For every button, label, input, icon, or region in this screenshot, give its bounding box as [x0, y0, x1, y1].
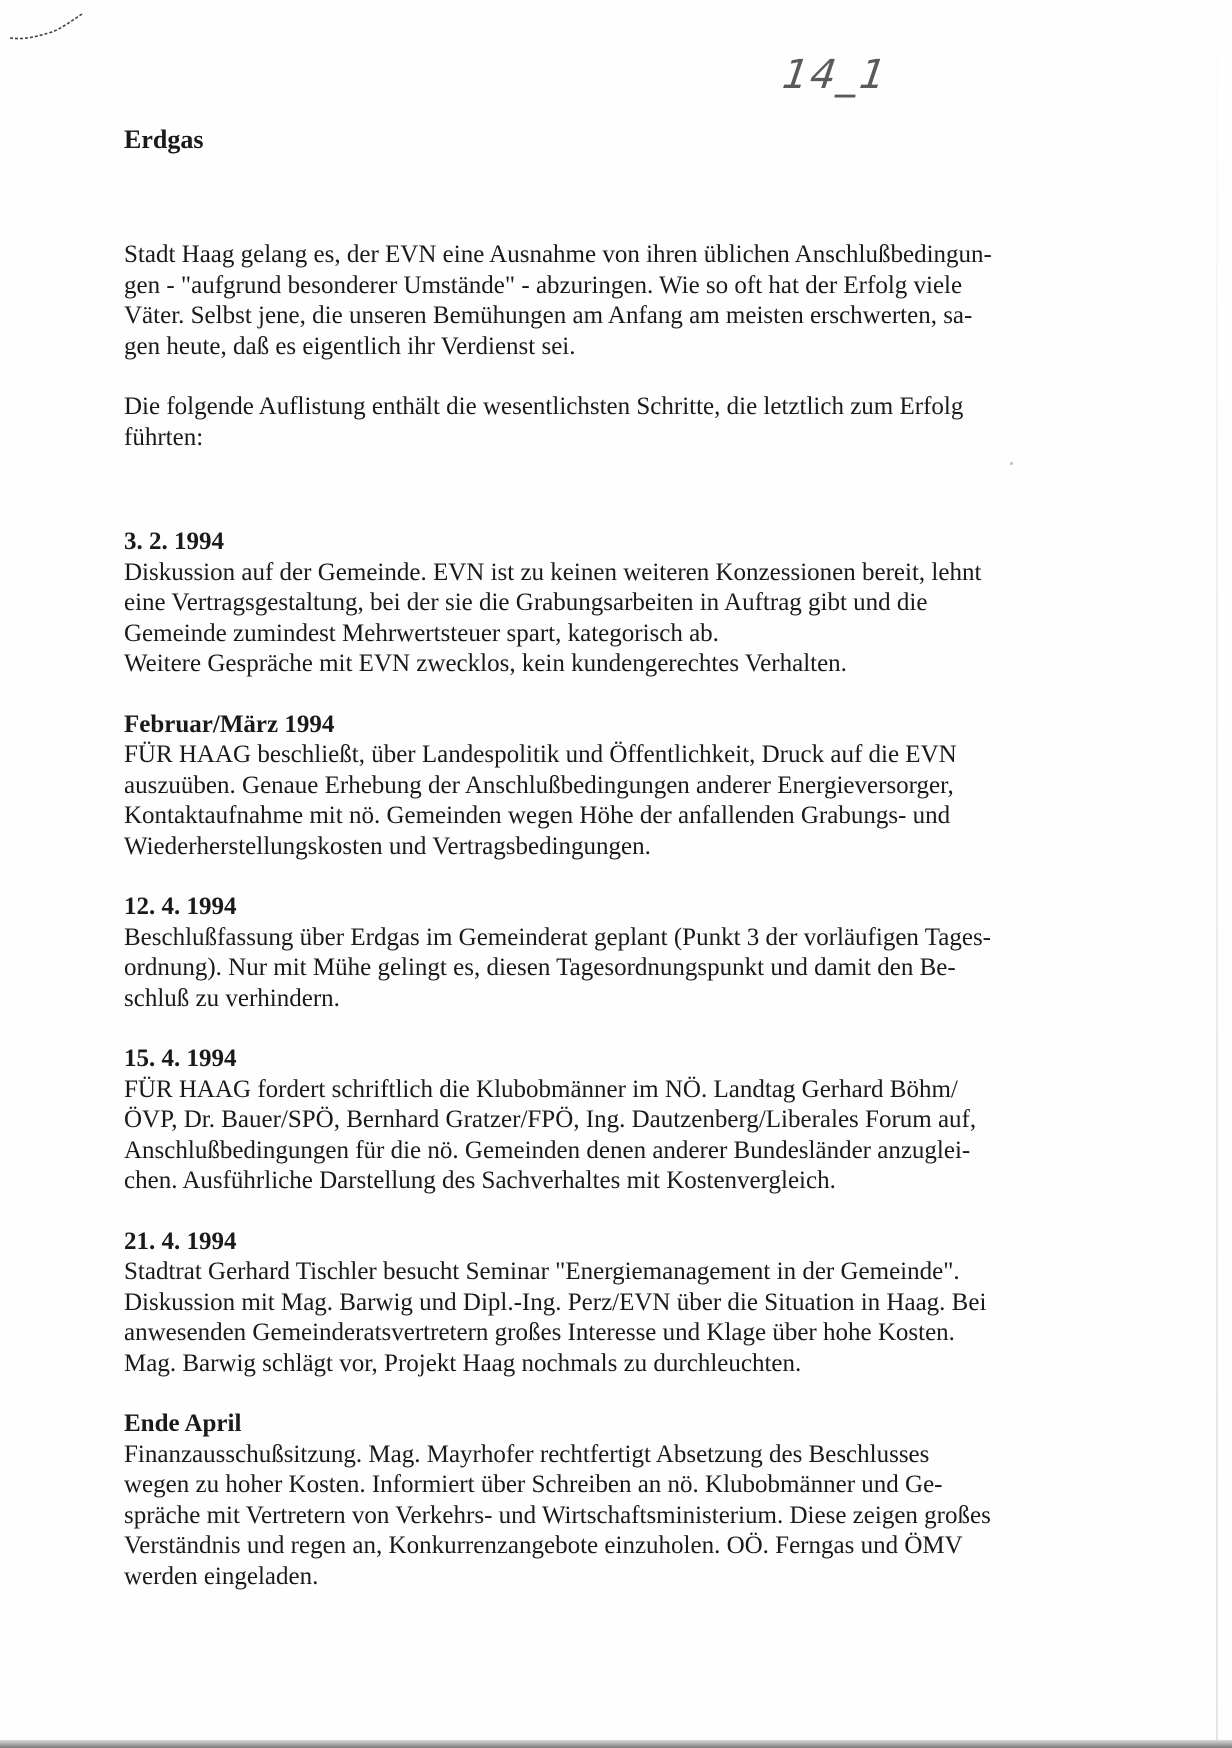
text-line: eine Vertragsgestaltung, bei der sie die Grabungsarbeiten in Auftrag gibt und die — [124, 589, 928, 616]
document-title: Erdgas — [124, 125, 204, 154]
text-line: auszuüben. Genaue Erhebung der Anschlußbedingungen anderer Energieversorger, — [124, 771, 954, 799]
timeline-entry — [124, 527, 1064, 680]
text-line: Die folgende Auflistung enthält die wesentlichsten Schritte, die letztlich zum Erfolg — [124, 393, 964, 420]
timeline-entry — [124, 1409, 1064, 1592]
entry-date: 12. 4. 1994 — [124, 893, 237, 920]
intro-paragraph-2 — [124, 392, 1064, 453]
text-line: Gemeinde zumindest Mehrwertsteuer spart, kategorisch ab. — [124, 619, 719, 647]
entry-date: 21. 4. 1994 — [124, 1227, 237, 1255]
document-body — [124, 240, 1064, 1592]
intro-paragraph-1 — [124, 240, 1064, 362]
corner-pen-mark — [8, 6, 88, 46]
text-line: ÖVP, Dr. Bauer/SPÖ, Bernhard Gratzer/FPÖ, Ing. Dautzenberg/Liberales Forum auf, — [124, 1106, 977, 1133]
text-line: schluß zu verhindern. — [124, 984, 340, 1012]
text-line: wegen zu hoher Kosten. Informiert über Schreiben an nö. Klubobmänner und Ge- — [124, 1471, 943, 1498]
entry-text — [124, 923, 1064, 1015]
text-line: Wiederherstellungskosten und Vertragsbedingungen. — [124, 832, 651, 860]
text-line: chen. Ausführliche Darstellung des Sachverhaltes mit Kostenvergleich. — [124, 1167, 836, 1194]
text-line: gen - "aufgrund besonderer Umstände" - abzuringen. Wie so oft hat der Erfolg viele — [124, 271, 963, 299]
text-line: Verständnis und regen an, Konkurrenzangebote einzuholen. OÖ. Ferngas und ÖMV — [124, 1532, 963, 1559]
text-line: Beschlußfassung über Erdgas im Gemeinderat geplant (Punkt 3 der vorläufigen Tages- — [124, 923, 991, 951]
text-line: FÜR HAAG fordert schriftlich die Klubobmänner im NÖ. Landtag Gerhard Böhm/ — [124, 1075, 958, 1103]
entry-date: Ende April — [124, 1410, 242, 1437]
entry-date: 15. 4. 1994 — [124, 1045, 237, 1072]
scan-bottom-border — [0, 1740, 1232, 1748]
entry-date: Februar/März 1994 — [124, 710, 335, 738]
text-line: führten: — [124, 423, 204, 451]
text-line: ordnung). Nur mit Mühe gelingt es, diesen Tagesordnungspunkt und damit den Be- — [124, 954, 956, 981]
timeline-entry — [124, 710, 1064, 863]
handwritten-page-number: 14_1 — [779, 52, 891, 98]
page-edge-shadow — [1216, 0, 1218, 1748]
text-line: Stadt Haag gelang es, der EVN eine Ausnahme von ihren üblichen Anschlußbedingun- — [124, 241, 992, 268]
entry-text — [124, 1075, 1064, 1197]
text-line: Väter. Selbst jene, die unseren Bemühungen am Anfang am meisten erschwerten, sa- — [124, 302, 973, 329]
text-line: anwesenden Gemeinderatsvertretern großes Interesse und Klage über hohe Kosten. — [124, 1319, 955, 1346]
text-line: spräche mit Vertretern von Verkehrs- und Wirtschaftsministerium. Diese zeigen großes — [124, 1501, 991, 1529]
text-line: Anschlußbedingungen für die nö. Gemeinden denen anderer Bundesländer anzuglei- — [124, 1136, 971, 1164]
timeline-entry — [124, 1044, 1064, 1197]
text-line: Finanzausschußsitzung. Mag. Mayrhofer rechtfertigt Absetzung des Beschlusses — [124, 1440, 930, 1468]
text-line: FÜR HAAG beschließt, über Landespolitik und Öffentlichkeit, Druck auf die EVN — [124, 741, 957, 768]
entry-text — [124, 1257, 1064, 1379]
text-line: Mag. Barwig schlägt vor, Projekt Haag nochmals zu durchleuchten. — [124, 1349, 802, 1377]
entry-text — [124, 558, 1064, 680]
timeline-entry — [124, 892, 1064, 1014]
text-line: Diskussion auf der Gemeinde. EVN ist zu keinen weiteren Konzessionen bereit, lehnt — [124, 558, 982, 586]
text-line: Stadtrat Gerhard Tischler besucht Seminar "Energiemanagement in der Gemeinde". — [124, 1258, 960, 1285]
text-line: Kontaktaufnahme mit nö. Gemeinden wegen Höhe der anfallenden Grabungs- und — [124, 802, 951, 829]
text-line: werden eingeladen. — [124, 1562, 319, 1590]
entry-date: 3. 2. 1994 — [124, 528, 224, 555]
text-line: Diskussion mit Mag. Barwig und Dipl.-Ing. Perz/EVN über die Situation in Haag. Bei — [124, 1288, 987, 1316]
text-line: gen heute, daß es eigentlich ihr Verdienst sei. — [124, 332, 576, 360]
text-line: Weitere Gespräche mit EVN zwecklos, kein kundengerechtes Verhalten. — [124, 650, 847, 677]
timeline-entry — [124, 1227, 1064, 1380]
entry-text — [124, 740, 1064, 862]
entry-text — [124, 1440, 1064, 1593]
